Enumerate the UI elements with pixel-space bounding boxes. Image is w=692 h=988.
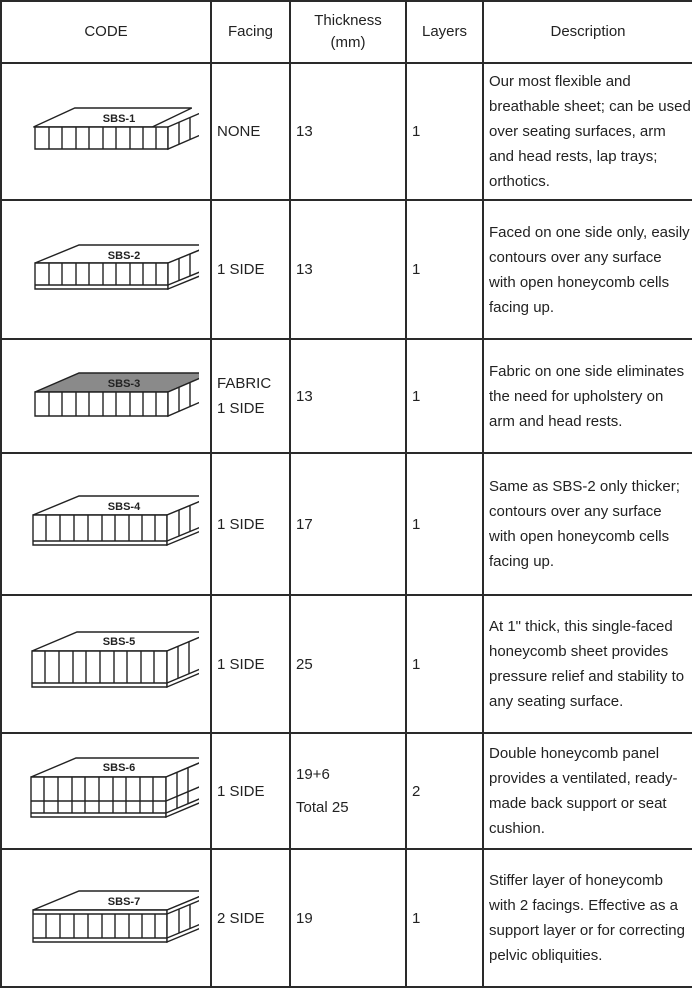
description-cell: Same as SBS-2 only thicker; contours over any surface with open honeycomb cells facing up. — [483, 453, 692, 595]
facing-cell — [211, 200, 290, 339]
layers-cell — [406, 339, 483, 453]
layers-value: 1 — [412, 655, 421, 673]
thickness-cell — [290, 200, 406, 339]
layers-value: 1 — [412, 515, 421, 533]
svg-text:SBS-5: SBS-5 — [102, 636, 135, 648]
code-cell — [1, 200, 211, 339]
description-cell: Faced on one side only, easily contours over any surface with open honeycomb cells facing up. — [483, 200, 692, 339]
thickness-value: 19 — [296, 909, 313, 927]
svg-text:SBS-2: SBS-2 — [107, 249, 140, 262]
facing-cell — [211, 733, 290, 849]
svg-text:SBS-1: SBS-1 — [102, 112, 135, 125]
layers-cell — [406, 595, 483, 733]
table-row — [1, 733, 692, 849]
code-cell — [1, 733, 211, 849]
facing-value: 1 SIDE — [217, 261, 265, 278]
thickness-value: 13 — [296, 387, 313, 405]
svg-text:SBS-4: SBS-4 — [107, 501, 140, 513]
header-description: Description — [483, 1, 692, 63]
facing-cell — [211, 595, 290, 733]
layers-cell — [406, 63, 483, 200]
facing-value: 1 SIDE — [217, 782, 265, 800]
header-row — [1, 1, 692, 63]
thickness-cell — [290, 453, 406, 595]
code-cell — [1, 339, 211, 453]
honeycomb-sheet-one-facing-icon — [19, 239, 199, 301]
description-cell: At 1" thick, this single-faced honeycomb sheet provides pressure relief and stability to any seating surface. — [483, 595, 692, 733]
code-cell — [1, 453, 211, 595]
table-row — [1, 63, 692, 200]
layers-value: 1 — [412, 123, 421, 140]
facing-cell — [211, 849, 290, 987]
header-layers: Layers — [406, 1, 483, 63]
code-cell — [1, 63, 211, 200]
thickness-value: 13 — [296, 123, 313, 140]
thickness-cell — [290, 63, 406, 200]
honeycomb-sheet-fabric-top-icon — [19, 368, 199, 424]
header-facing: Facing — [211, 1, 290, 63]
thickness-cell — [290, 733, 406, 849]
thickness-value: 17 — [296, 515, 313, 533]
layers-value: 1 — [412, 261, 421, 278]
svg-text:SBS-3: SBS-3 — [107, 378, 140, 390]
table-row — [1, 453, 692, 595]
table-row — [1, 339, 692, 453]
layers-value: 2 — [412, 782, 421, 800]
thickness-value-line2: Total 25 — [296, 799, 349, 816]
facing-value: 1 SIDE — [217, 655, 265, 673]
description-cell: Double honeycomb panel provides a ventilated, ready-made back support or seat cushion. — [483, 733, 692, 849]
code-cell — [1, 595, 211, 733]
facing-value: 2 SIDE — [217, 909, 265, 927]
honeycomb-sheet-no-facing-icon — [19, 102, 199, 162]
description-cell: Stiffer layer of honeycomb with 2 facings. Effective as a support layer or for correcting pelvic obliquities. — [483, 849, 692, 987]
thickness-cell — [290, 339, 406, 453]
facing-cell — [211, 453, 290, 595]
thickness-value-line1: 19+6 — [296, 766, 330, 783]
thickness-cell — [290, 595, 406, 733]
facing-cell — [211, 63, 290, 200]
thickness-cell — [290, 849, 406, 987]
facing-cell — [211, 339, 290, 453]
description-cell: Fabric on one side eliminates the need for upholstery on arm and head rests. — [483, 339, 692, 453]
thickness-value: 25 — [296, 655, 313, 673]
facing-value: NONE — [217, 123, 261, 140]
layers-value: 1 — [412, 909, 421, 927]
facing-value: 1 SIDE — [217, 515, 265, 533]
facing-value-line2: 1 SIDE — [217, 400, 265, 417]
description-cell: Our most flexible and breathable sheet; can be used over seating surfaces, arm and head rests, lap trays; orthotics. — [483, 63, 692, 200]
svg-text:SBS-6: SBS-6 — [102, 762, 135, 774]
layers-cell — [406, 453, 483, 595]
header-thickness-line1: Thickness — [314, 12, 382, 29]
layers-value: 1 — [412, 387, 421, 405]
layers-cell — [406, 200, 483, 339]
code-cell — [1, 849, 211, 987]
header-thickness — [290, 1, 406, 63]
table-row — [1, 595, 692, 733]
honeycomb-sheet-two-facings-icon — [19, 886, 199, 950]
header-thickness-line2: (mm) — [330, 34, 366, 51]
honeycomb-sheet-one-facing-thicker-icon — [19, 491, 199, 557]
layers-cell — [406, 849, 483, 987]
svg-text:SBS-7: SBS-7 — [107, 896, 140, 908]
honeycomb-sheet-one-facing-thick-icon — [19, 629, 199, 699]
facing-value-line1: FABRIC — [217, 375, 272, 392]
layers-cell — [406, 733, 483, 849]
thickness-value: 13 — [296, 261, 313, 278]
honeycomb-sheet-double-layer-icon — [19, 755, 199, 827]
table-row — [1, 200, 692, 339]
header-code: CODE — [1, 1, 211, 63]
spacer — [296, 787, 405, 795]
table-row — [1, 849, 692, 987]
